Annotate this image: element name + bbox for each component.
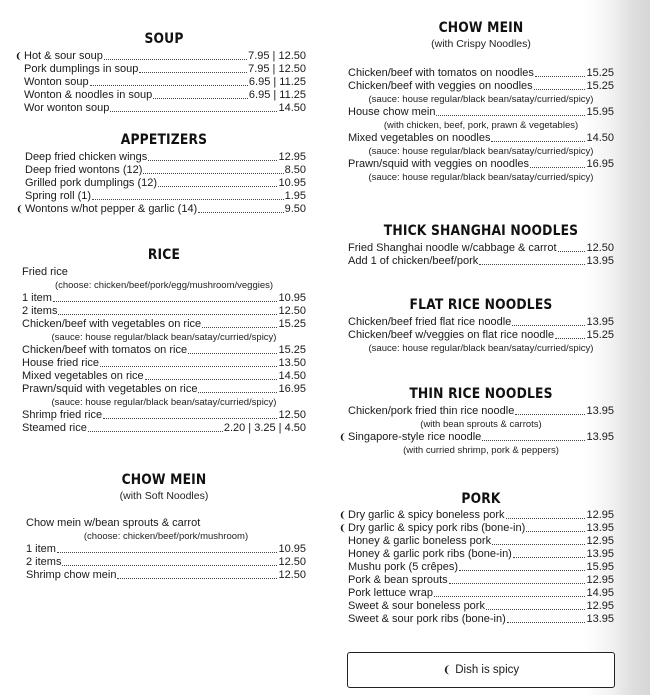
- menu-item: Chicken/beef fried flat rice noodle 13.95: [348, 316, 614, 328]
- menu-item: ❨ Singapore-style rice noodle 13.95: [339, 431, 614, 443]
- legend-text: Dish is spicy: [455, 664, 520, 676]
- section-flat-rice-noodles: [348, 296, 614, 355]
- menu-item: 1 item 10.95: [22, 292, 306, 304]
- section-title: SOUP: [144, 31, 184, 47]
- spicy-legend: [347, 652, 615, 688]
- menu-note: (with chicken, beef, pork, prawn & vegetables): [383, 120, 579, 131]
- menu-item: Chicken/beef with veggies on noodles 15.25: [348, 80, 614, 92]
- menu-item: Grilled pork dumplings (12) 10.95: [25, 177, 306, 189]
- menu-item: Shrimp chow mein 12.50: [26, 569, 306, 581]
- menu-note: (sauce: house regular/black bean/satay/curried/spicy): [368, 343, 594, 354]
- menu-item: Prawn/squid with vegetables on rice 16.95: [22, 383, 306, 395]
- menu-note: (with bean sprouts & carrots): [420, 419, 542, 430]
- menu-item: 1 item 10.95: [26, 543, 306, 555]
- section-title: CHOW MEIN: [121, 472, 207, 488]
- menu-note: (sauce: house regular/black bean/satay/curried/spicy): [368, 94, 594, 105]
- menu-item: Pork dumplings in soup 7.95 | 12.50: [24, 63, 306, 75]
- menu-item-label: Chow mein w/bean sprouts & carrot: [26, 517, 201, 529]
- menu-note: (sauce: house regular/black bean/satay/curried/spicy): [51, 332, 277, 343]
- section-title: CHOW MEIN: [438, 20, 524, 36]
- menu-item-label: Fried rice: [22, 266, 68, 278]
- spicy-icon: ❨: [339, 523, 347, 533]
- menu-item: 2 items 12.50: [22, 305, 306, 317]
- menu-item: Add 1 of chicken/beef/pork 13.95: [348, 255, 614, 267]
- section-subtitle: (with Crispy Noodles): [431, 38, 531, 50]
- spicy-icon: ❨: [339, 432, 347, 442]
- menu-item: Prawn/squid with veggies on noodles 16.95: [348, 158, 614, 170]
- menu-item: House fried rice 13.50: [22, 357, 306, 369]
- menu-note: (sauce: house regular/black bean/satay/curried/spicy): [368, 172, 594, 183]
- section-pork: [339, 490, 614, 626]
- menu-item: Mixed vegetables on rice 14.50: [22, 370, 306, 382]
- menu-item: Wonton soup 6.95 | 11.25: [24, 76, 306, 88]
- section-subtitle: (with Soft Noodles): [119, 490, 209, 502]
- section-rice: [22, 246, 306, 435]
- section-title: APPETIZERS: [120, 132, 208, 148]
- section-title: THIN RICE NOODLES: [409, 386, 553, 402]
- menu-item: Mushu pork (5 crêpes) 15.95: [348, 561, 614, 573]
- section-appetizers: [16, 131, 306, 216]
- menu-item: House chow mein 15.95: [348, 106, 614, 118]
- menu-item: ❨ Hot & sour soup 7.95 | 12.50: [15, 50, 306, 62]
- menu-item: Spring roll (1) 1.95: [25, 190, 306, 202]
- menu-note: (sauce: house regular/black bean/satay/curried/spicy): [368, 146, 594, 157]
- menu-item: Honey & garlic boneless pork 12.95: [348, 535, 614, 547]
- section-title: THICK SHANGHAI NOODLES: [383, 223, 579, 239]
- menu-note: (choose: chicken/beef/pork/mushroom): [83, 531, 249, 542]
- menu-note: (with curried shrimp, pork & peppers): [403, 445, 559, 456]
- menu-item: Wonton & noodles in soup 6.95 | 11.25: [24, 89, 306, 101]
- menu-note: (sauce: house regular/black bean/satay/curried/spicy): [51, 397, 277, 408]
- menu-item: Pork lettuce wrap 14.95: [348, 587, 614, 599]
- spicy-icon: ❨: [339, 510, 347, 520]
- menu-item: 2 items 12.50: [26, 556, 306, 568]
- menu-item: Chicken/beef with vegetables on rice 15.25: [22, 318, 306, 330]
- spicy-icon: ❨: [16, 204, 24, 214]
- menu-item: Deep fried chicken wings 12.95: [25, 151, 306, 163]
- menu-item: Wor wonton soup 14.50: [24, 102, 306, 114]
- spicy-icon: ❨: [442, 664, 452, 676]
- menu-item: Mixed vegetables on noodles 14.50: [348, 132, 614, 144]
- section-title: RICE: [147, 247, 181, 263]
- menu-item: Chicken/beef with tomatos on rice 15.25: [22, 344, 306, 356]
- menu-item: Steamed rice 2.20 | 3.25 | 4.50: [22, 422, 306, 434]
- menu-item: Chicken/pork fried thin rice noodle 13.95: [348, 405, 614, 417]
- menu-item: Fried Shanghai noodle w/cabbage & carrot 12.50: [348, 242, 614, 254]
- section-title: FLAT RICE NOODLES: [409, 297, 553, 313]
- section-shanghai-noodles: [348, 222, 614, 268]
- menu-item: ❨ Wontons w/hot pepper & garlic (14) 9.50: [16, 203, 306, 215]
- menu-item: Shrimp fried rice 12.50: [22, 409, 306, 421]
- menu-item: Sweet & sour pork ribs (bone-in) 13.95: [348, 613, 614, 625]
- menu-item: Deep fried wontons (12) 8.50: [25, 164, 306, 176]
- menu-item: Chicken/beef with tomatos on noodles 15.25: [348, 67, 614, 79]
- menu-item: Pork & bean sprouts 12.95: [348, 574, 614, 586]
- section-thin-rice-noodles: [339, 385, 614, 457]
- menu-item: Sweet & sour boneless pork 12.95: [348, 600, 614, 612]
- section-title: PORK: [461, 491, 501, 507]
- spicy-icon: ❨: [15, 51, 23, 61]
- menu-item: ❨ Dry garlic & spicy boneless pork 12.95: [339, 509, 614, 521]
- menu-note: (choose: chicken/beef/pork/egg/mushroom/veggies): [54, 280, 274, 291]
- section-chow-mein-soft: [22, 471, 306, 582]
- section-chow-mein-crispy: [348, 19, 614, 184]
- menu-item: ❨ Dry garlic & spicy pork ribs (bone-in) 13.95: [339, 522, 614, 534]
- menu-item: Chicken/beef w/veggies on flat rice noodle 15.25: [348, 329, 614, 341]
- section-soup: [15, 30, 306, 115]
- menu-item: Honey & garlic pork ribs (bone-in) 13.95: [348, 548, 614, 560]
